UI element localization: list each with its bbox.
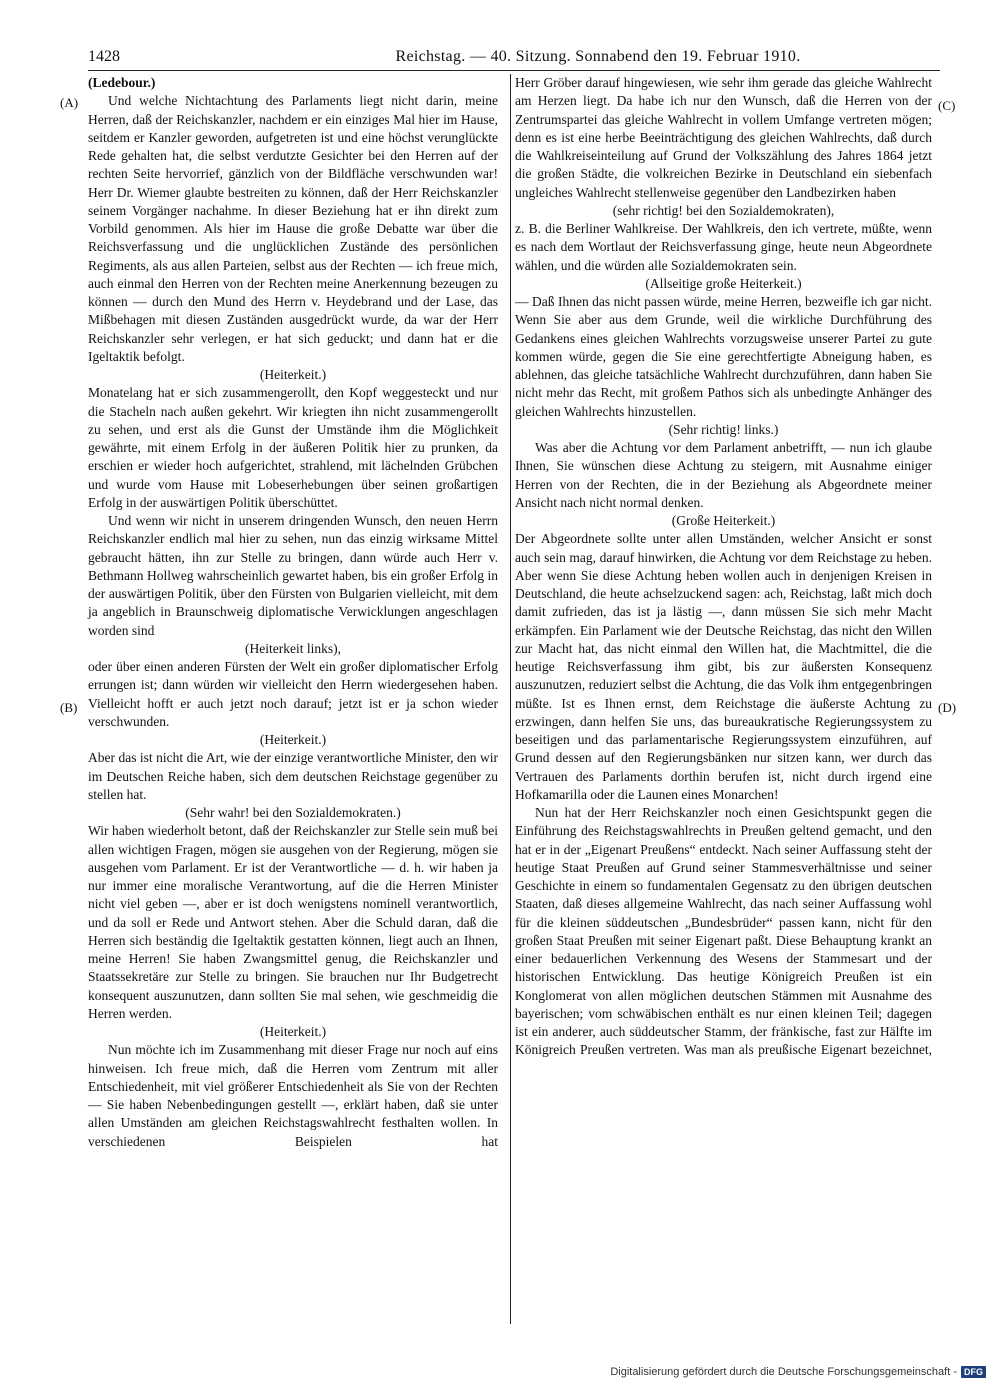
paragraph: Wir haben wiederholt betont, daß der Reichskanzler zur Stelle sein muß bei allen wichtigen Fragen, mögen sie ausgehen von der Regierung, mögen sie ausgehen vom Parlament. Er ist der Verantwortliche — d. h. wir haben ja nur immer eine moralische Verantwortung, auf die die Herren Minister nicht viel geben —, aber er ist doch wenigstens nominell verantwortlich, und da soll er Rede und Antwort stehen. Aber die Schuld daran, daß die Herren sich beständig die Igeltaktik gestatten können, liegt auch an Ihnen, meine Herren! Sie haben Zwangsmittel genug, die Reichskanzler und Staatssekretäre zur Stelle zu bringen. Sie brauchen nur Ihr Budgetrecht konsequent auszunutzen, dann sollten Sie mal sehen, wie geschmeidig die Herren werden. bbox=[88, 823, 498, 1021]
interjection: (Allseitige große Heiterkeit.) bbox=[645, 275, 802, 291]
page-title: Reichstag. — 40. Sitzung. Sonnabend den 19. Februar 1910. bbox=[395, 48, 801, 65]
footer bbox=[610, 1366, 986, 1378]
paragraph: Was aber die Achtung vor dem Parlament anbetrifft, — nun ich glaube Ihnen, Sie wünschen diese Achtung zu steigern, mit Ausnahme einiger Herren von der Rechten, die in der Beziehung als Abgeordnete meiner Ansicht nach nicht normal denken. bbox=[515, 440, 932, 510]
paragraph: Aber das ist nicht die Art, wie der einzige verantwortliche Minister, den wir im Deutschen Reiche haben, sich dem deutschen Reichstage gegenüber zu stellen hat. bbox=[88, 750, 498, 802]
margin-marker-b: (B) bbox=[60, 700, 78, 715]
interjection: (Sehr richtig! links.) bbox=[668, 421, 779, 437]
interjection: (sehr richtig! bei den Sozialdemokraten), bbox=[612, 202, 835, 218]
speaker-name: (Ledebour.) bbox=[88, 75, 156, 90]
header-rule bbox=[88, 70, 940, 71]
interjection: (Heiterkeit.) bbox=[259, 732, 327, 747]
paragraph: Nun möchte ich im Zusammenhang mit dieser Frage nur noch auf eins hinweisen. Ich freue mich, daß die Herren vom Zentrum mit aller Entschiedenheit, mit viel größerer Entschiedenheit als Sie von der Rechten — Sie haben Nebenbedingungen gestellt —, erklärt haben, daß sie unter allen Umständen am gleichen Reichstagswahlrecht festhalten wollen. In verschiedenen Beispielen hat bbox=[88, 1042, 498, 1149]
dfg-logo: DFG bbox=[961, 1366, 986, 1378]
margin-marker-d: (D) bbox=[938, 700, 957, 715]
paragraph: Und welche Nichtachtung des Parlaments liegt nicht darin, meine Herren, daß der Reichskanzler, nachdem er ein einziges Mal hier im Hause, seitdem er Kanzler geworden, aufgetreten ist und eine höchst verunglückte Rede gehalten hat, die selbst verdutzte Gesichter bei den Herren auf der rechten Seite hervorrief, gänzlich von der Bildfläche verschwunden war! Herr Dr. Wiemer glaubte bestreiten zu können, daß der Herr Reichskanzler seinem Vorgänger nachahme. In dieser Beziehung hat er ihn direkt zum Vorbild genommen. Als hier im Hause die große Debatte war über die Reichsverfassung und die unglücklichen Zustände des persönlichen Regiments, als aus allen Parteien, selbst aus der Rechten — ich freue mich, auch einmal den Herren von der Rechten meine Anerkennung bezeugen zu können — durch den Mund des Herrn v. Heydebrand und der Lase, das Mißbehagen mit diesen Zuständen ausgedrückt wurde, da war der Herr Reichskanzler sehr verlegen, er hat sich geduckt; und dann hat er die Igeltaktik befolgt. bbox=[88, 93, 498, 364]
paragraph: Nun hat der Herr Reichskanzler noch einen Gesichtspunkt gegen die Einführung des Reichstagswahlrechts in Preußen geltend gemacht, und den hat er in der „Eigenart Preußens“ entdeckt. Nach seiner Auffassung steht der heutige Staat Preußen auf Grund seiner Stammesverhältnisse und seiner Geschichte in einem so fundamentalen Gegensatz zu den übrigen deutschen Staaten, daß dieses allgemeine Wahlrecht, das nach seiner Auffassung wohl für die kleinen süddeutschen „Bundesbrüder“ passen kann, nicht für den großen Staat Preußen mit seiner Eigenart paßt. Diese Behauptung krankt an einer bedauerlichen Verkennung des Wesens der Stammesart und der historischen Entwicklung. Das heutige Königreich Preußen ist ein Konglomerat von allen möglichen deutschen Stämmen mit Ausnahme des bayerischen; vom schwäbischen enthält es nur einen kleinen Teil; dagegen ist ein anderer, auch süddeutscher Stamm, der fränkische, fast zur Hälfte im Königreich Preußen vertreten. Was man als preußische Eigenart bezeichnet, bbox=[515, 805, 932, 1058]
paragraph: oder über einen anderen Fürsten der Welt ein großer diplomatischer Erfolg errungen ist; dann würden wir vielleicht den Herrn wiedergesehen haben. Vielleicht hofft er auch jetzt noch darauf; jetzt ist er ja schon wieder verschwunden. bbox=[88, 659, 498, 729]
paragraph: z. B. die Berliner Wahlkreise. Der Wahlkreis, den ich vertrete, müßte, wenn es nach dem Wortlaut der Reichsverfassung ginge, heute neun Abgeordnete wählen, und die würden alle Sozialdemokraten sein. bbox=[515, 221, 932, 273]
paragraph: Und wenn wir nicht in unserem dringenden Wunsch, den neuen Herrn Reichskanzler endlich mal hier zu sehen, nun das einzig wirksame Mittel gebraucht hätten, ihn zur Stelle zu bringen, dann würde auch Herr v. Bethmann Hollweg wahrscheinlich gewartet haben, bis ein großer Erfolg in der auswärtigen Politik, über den Fürsten von Bulgarien vielleicht, mit dem ja angeblich in Braunschweig diplomatische Verwicklungen angeschlagen worden sind bbox=[88, 513, 498, 638]
margin-marker-a: (A) bbox=[60, 95, 79, 110]
left-column bbox=[88, 74, 498, 1151]
interjection: (Heiterkeit links), bbox=[245, 640, 341, 656]
interjection: (Heiterkeit.) bbox=[259, 367, 327, 382]
page-header bbox=[88, 46, 938, 68]
right-column bbox=[515, 74, 932, 1060]
margin-marker-c: (C) bbox=[938, 98, 956, 113]
interjection: (Heiterkeit.) bbox=[259, 1024, 327, 1039]
paragraph: Der Abgeordnete sollte unter allen Umständen, welcher Ansicht er sonst auch sein mag, darauf hinwirken, die Achtung vor dem Reichstage zu heben. Aber wenn Sie diese Achtung heben wollen auch in denjenigen Kreisen in Deutschland, die heute achselzuckend sagen: ach, Reichstag, laßt mich doch damit zufrieden, das ist ja lästig —, dann müssen Sie sich mehr Macht erkämpfen. Ein Parlament wie der Deutsche Reichstag, das nicht den Willen zur Macht hat, das nicht einmal den Willen hat, die Machtmittel, die die heutige Reichsverfassung ihm gibt, bis zur äußersten Konsequenz auszunutzen, reduziert selbst die Achtung, die das Volk ihm entgegenbringen müßte. Ist es Ihnen ernst, dem Reichstage die äußerste Achtung zu erzwingen, dann helfen Sie uns, das bureaukratische Regierungssystem zu beseitigen und das parlamentarische Regierungssystem einzuführen, auf Grund dessen auf den Regierungsbänken nur sitzen kann, wer durch das Vertrauen des Parlaments dorthin berufen ist, nicht durch irgend eine Hofkamarilla oder die Launen eines Monarchen! bbox=[515, 531, 932, 802]
paragraph: Monatelang hat er sich zusammengerollt, den Kopf weggesteckt und nur die Stacheln nach außen gekehrt. Wir kriegten ihn nicht zusammengerollt zu sehen, und erst als die Gunst der Umstände ihm die Möglichkeit gewährte, mit einem Erfolg in der äußeren Politik hier zu prunken, da erschien er wieder hoch aufgerichtet, strahlend, mit lächelnden Grübchen und wurde vom Hause mit Lobeserhebungen über seinen großartigen Erfolg in der auswärtigen Politik überschüttet. bbox=[88, 385, 498, 510]
paragraph: Herr Gröber darauf hingewiesen, wie sehr ihm gerade das gleiche Wahlrecht am Herzen liegt. Da habe ich nur den Wunsch, daß die Herren von der Zentrumspartei das gleiche Wahlrecht in vollem Umfange vertreten mögen; denn es ist eine herbe Beeinträchtigung des gleichen Wahlrechts, daß durch die Wahlkreiseinteilung auf Grund der Volkszählung des Jahres 1864 jetzt die großen Städte, die volkreichen Bezirke in Deutschland ein siebenfach ungleiches Wahlrecht stellenweise gegenüber den Landbezirken haben bbox=[515, 75, 932, 200]
footer-text: Digitalisierung gefördert durch die Deutsche Forschungsgemeinschaft - bbox=[610, 1366, 957, 1378]
paragraph: — Daß Ihnen das nicht passen würde, meine Herren, bezweifle ich gar nicht. Wenn Sie aber aus dem Grunde, weil die wirkliche Durchführung des Gedankens eines gleichen Wahlrechts vorzugsweise unserer Partei zu gute kommen würde, gegen die Sie eine gerechtfertigte Abneigung haben, es ablehnen, das gleiche tatsächliche Wahlrecht durchzuführen, dann haben Sie nicht mehr das Recht, mit großem Pathos sich als unbedingte Anhänger des gleichen Wahlrechts hinzustellen. bbox=[515, 294, 932, 419]
interjection: (Sehr wahr! bei den Sozialdemokraten.) bbox=[185, 805, 401, 820]
column-divider bbox=[510, 74, 511, 1324]
interjection: (Große Heiterkeit.) bbox=[671, 513, 776, 528]
page-number: 1428 bbox=[88, 48, 120, 65]
